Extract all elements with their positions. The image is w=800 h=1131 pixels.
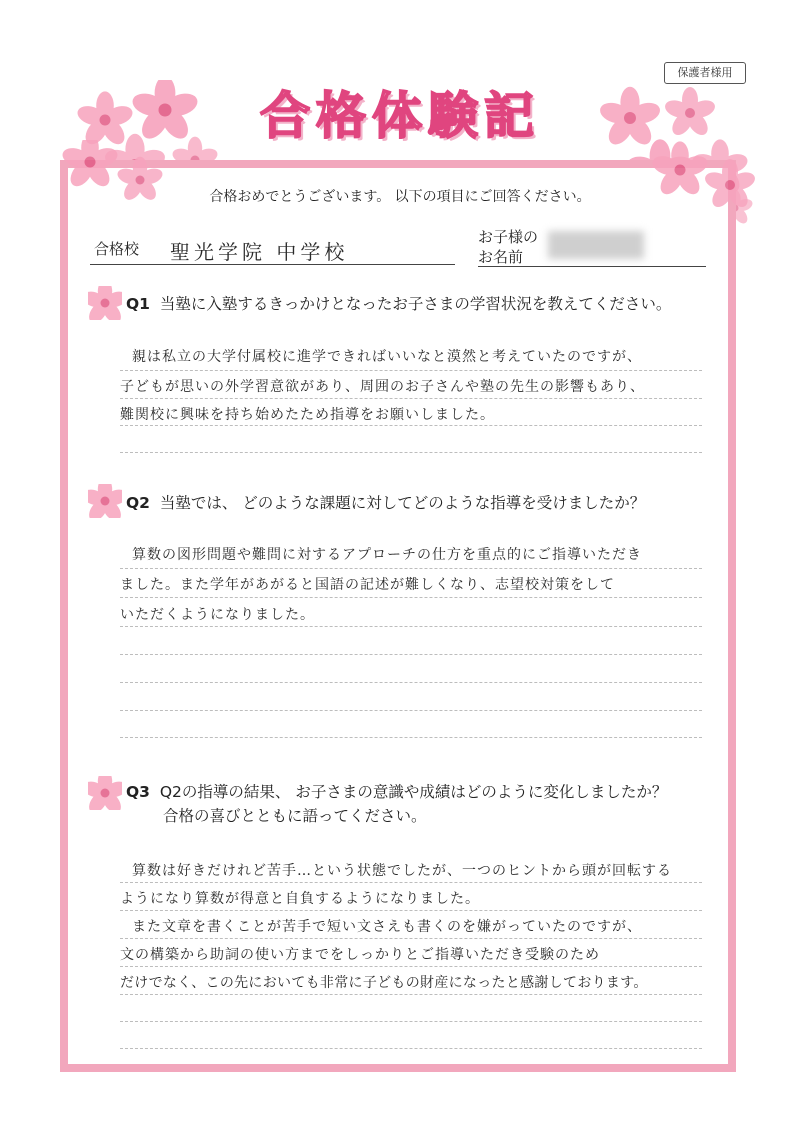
q2-question xyxy=(126,491,645,513)
q2-rule xyxy=(120,682,702,683)
q1-rule xyxy=(120,425,702,426)
q1-answer-line-2: 子どもが思いの外学習意欲があり、周囲のお子さんや塾の先生の影響もあり、 xyxy=(120,379,645,395)
q2-rule xyxy=(120,710,702,711)
q1-rule xyxy=(120,452,702,453)
q2-text: 当塾では、 どのような課題に対してどのような指導を受けましたか？ xyxy=(159,494,646,512)
school-label: 合格校 xyxy=(94,240,140,258)
child-name-redacted xyxy=(548,231,644,259)
q1-answer-line-1: 親は私立の大学付属校に進学できればいいなと漠然と考えていたのですが、 xyxy=(132,349,642,365)
intro-text: 合格おめでとうございます。 以下の項目にご回答ください。 xyxy=(209,189,591,205)
q2-answer-line-3: いただくようになりました。 xyxy=(120,607,315,623)
q3-answer-line-1: 算数は好きだけれど苦手…という状態でしたが、一つのヒントから頭が回転する xyxy=(132,863,672,879)
q3-rule xyxy=(120,1021,702,1022)
q2-rule xyxy=(120,654,702,655)
cherry-blossom-top-right-icon xyxy=(640,140,760,220)
school-underline xyxy=(90,264,455,265)
q3-answer-line-5: だけでなく、この先においても非常に子どもの財産になったと感謝しております。 xyxy=(120,975,648,991)
q3-question-line2: 合格の喜びとともに語ってください。 xyxy=(163,807,427,825)
q2-rule xyxy=(120,568,702,569)
child-name-label-line1: お子様の xyxy=(478,228,539,246)
q3-rule xyxy=(120,994,702,995)
q1-question xyxy=(126,292,671,314)
q3-answer-line-4: 文の構築から助詞の使い方までをしっかりとご指導いただき受験のため xyxy=(120,947,600,963)
q3-question xyxy=(126,780,667,802)
q2-rule xyxy=(120,737,702,738)
q3-answer-line-3: また文章を書くことが苦手で短い文さえも書くのを嫌がっていたのですが、 xyxy=(132,919,642,935)
q3-rule xyxy=(120,966,702,967)
blossom-bullet-icon xyxy=(88,776,122,810)
child-name-label-line2: お名前 xyxy=(478,248,524,266)
q1-rule xyxy=(120,398,702,399)
q2-answer-line-2: ました。また学年があがると国語の記述が難しくなり、志望校対策をして xyxy=(120,577,615,593)
blossom-bullet-icon xyxy=(88,286,122,320)
q2-number: Q2 xyxy=(126,494,150,512)
q3-answer-line-2: ようになり算数が得意と自負するようになりました。 xyxy=(120,891,480,907)
q3-text: Q2の指導の結果、 お子さまの意識や成績はどのように変化しましたか？ xyxy=(159,783,668,801)
q1-answer-line-3: 難関校に興味を持ち始めたため指導をお願いしました。 xyxy=(120,407,495,423)
blossom-bullet-icon xyxy=(88,484,122,518)
child-name-underline xyxy=(478,266,706,267)
q2-rule xyxy=(120,597,702,598)
q2-answer-line-1: 算数の図形問題や難問に対するアプローチの仕方を重点的にご指導いただき xyxy=(132,547,642,563)
page-title: 合格体験記 xyxy=(260,86,540,145)
q3-rule xyxy=(120,1048,702,1049)
q3-rule xyxy=(120,910,702,911)
q1-rule xyxy=(120,370,702,371)
school-value: 聖光学院 中学校 xyxy=(170,240,349,264)
q3-rule xyxy=(120,938,702,939)
q3-number: Q3 xyxy=(126,783,150,801)
q1-number: Q1 xyxy=(126,295,150,313)
q2-rule xyxy=(120,626,702,627)
q3-rule xyxy=(120,882,702,883)
q1-text: 当塾に入塾するきっかけとなったお子さまの学習状況を教えてください。 xyxy=(159,295,672,313)
guardian-badge: 保護者様用 xyxy=(664,62,746,84)
